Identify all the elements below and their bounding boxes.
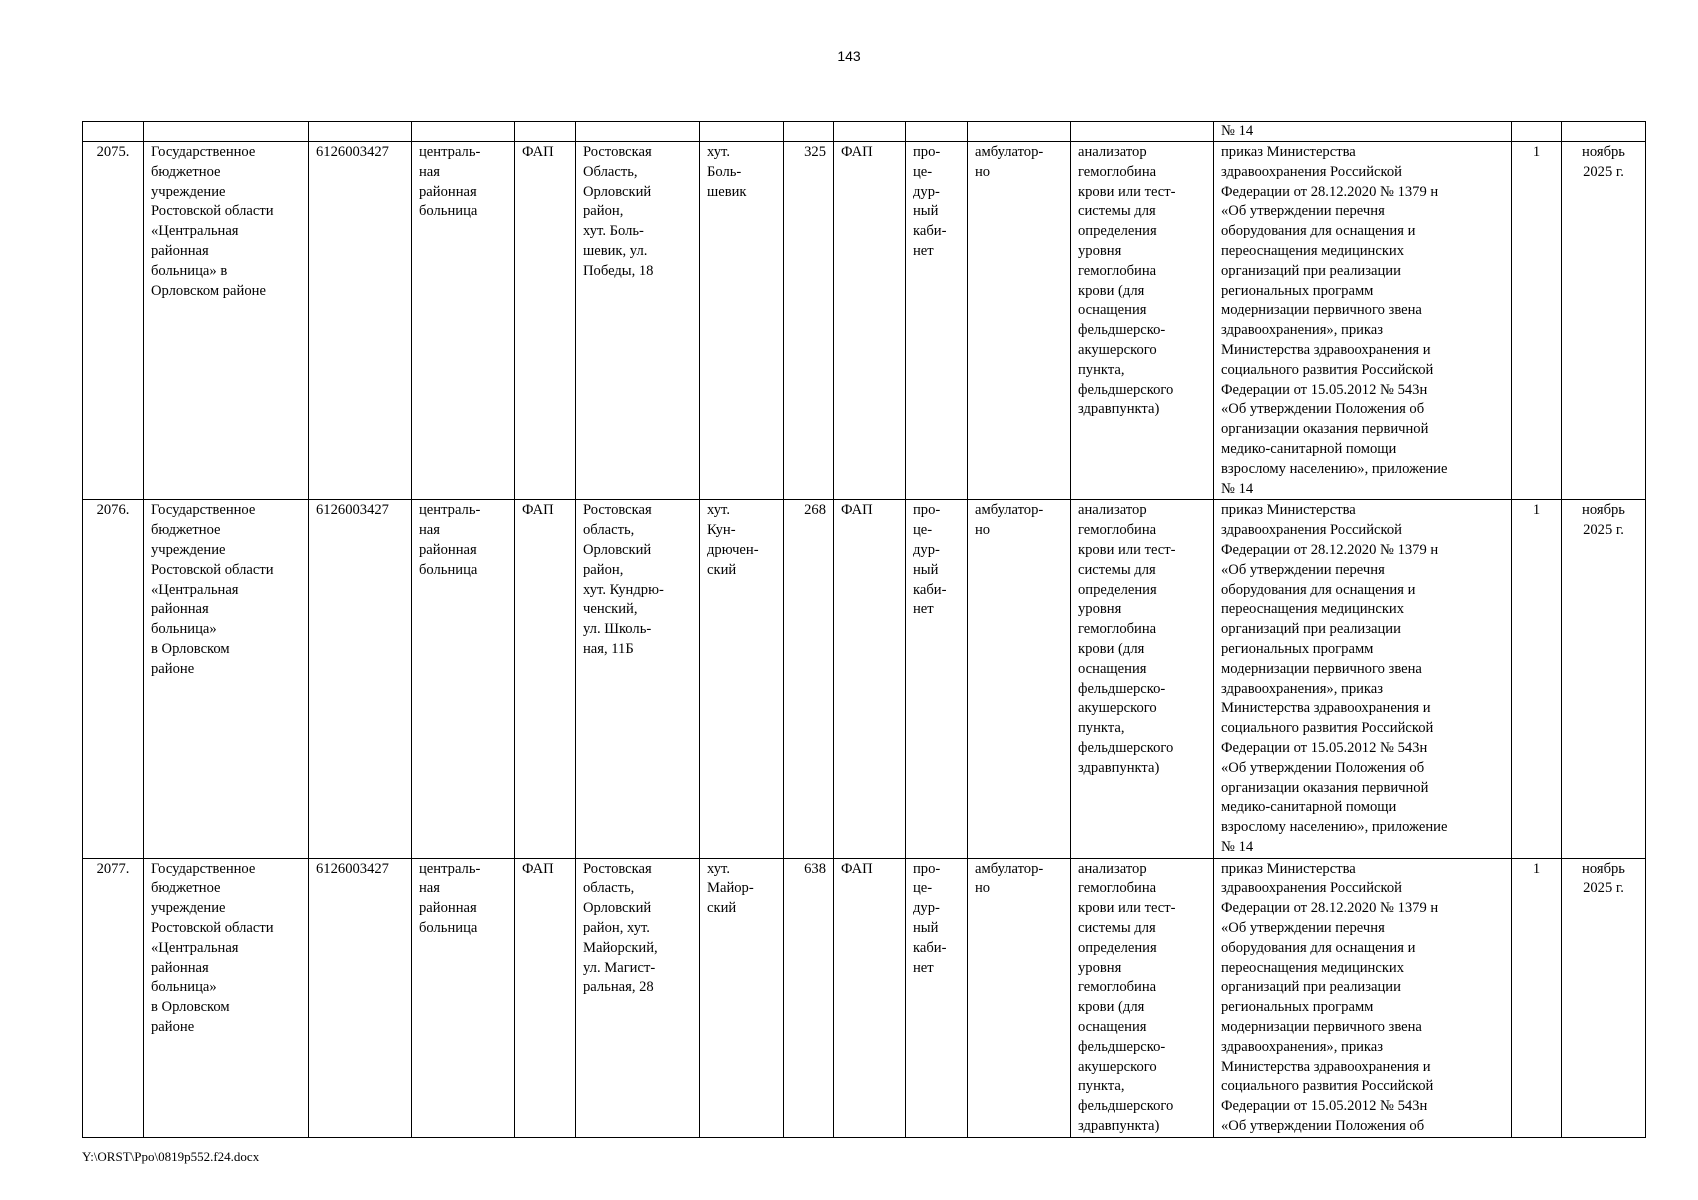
legal-basis-line: здравоохранения», приказ [1221,322,1384,339]
address-line: хут. Боль- [583,223,644,240]
room-line: ный [913,920,939,937]
legal-basis-line: взрослому населению», приложение [1221,460,1448,477]
legal-basis-line: Федерации от 15.05.2012 № 543н [1221,1098,1428,1115]
equipment-line: крови или тест- [1078,900,1176,917]
legal-basis-line: медико-санитарной помощи [1221,440,1397,457]
population: 638 [784,858,834,1137]
equipment-line: акушерского [1078,700,1157,717]
date [1562,500,1646,858]
organization-type-line: районная [419,541,477,558]
address-line: ул. Школь- [583,621,652,638]
organization-type-line: больница [419,920,478,937]
quantity: 1 [1512,142,1562,500]
settlement-line: Майор- [707,880,754,897]
equipment-line: пункта, [1078,1078,1125,1095]
legal-basis-line: № 14 [1221,838,1254,855]
address-line: ул. Магист- [583,959,656,976]
care-mode-line: но [975,880,991,897]
legal-basis-line: «Об утверждении перечня [1221,203,1385,220]
equipment-line: крови (для [1078,640,1145,657]
quantity: 1 [1512,858,1562,1137]
page-number: 143 [837,48,861,64]
quantity: 1 [1512,500,1562,858]
legal-basis-line: «Об утверждении перечня [1221,920,1385,937]
legal-basis-line: организаций при реализации [1221,979,1401,996]
address-line: шевик, ул. [583,242,648,259]
legal-basis-line: модернизации первичного звена [1221,660,1422,677]
room-line: нет [913,959,934,976]
equipment-line: анализатор [1078,502,1147,519]
organization-name-line: районная [151,959,209,976]
equipment-line: фельдшерско- [1078,680,1166,697]
legal-basis-line: здравоохранения Российской [1221,163,1402,180]
room [906,858,968,1137]
legal-basis-line: здравоохранения Российской [1221,522,1402,539]
date-line: ноябрь [1582,502,1625,519]
equipment-line: гемоглобина [1078,621,1157,638]
organization-name-line: больница» [151,621,217,638]
equipment-line: акушерского [1078,1058,1157,1075]
legal-basis-line: Федерации от 15.05.2012 № 543н [1221,381,1428,398]
organization-name-line: учреждение [151,900,226,917]
legal-basis-line: организации оказания первичной [1221,421,1429,438]
legal-basis-line: приказ Министерства [1221,860,1356,877]
equipment [1071,142,1214,500]
address-line: Орловский [583,541,652,558]
legal-basis-line: Федерации от 28.12.2020 № 1379 н [1221,183,1439,200]
settlement-line: Кун- [707,522,736,539]
legal-basis-line: социального развития Российской [1221,361,1434,378]
continuation-row [83,122,1646,142]
settlement-line: Боль- [707,163,742,180]
organization-name-line: бюджетное [151,880,221,897]
room-line: це- [913,522,933,539]
organization-type-line: ная [419,522,440,539]
population: 268 [784,500,834,858]
care-mode [968,858,1071,1137]
organization-type-line: ная [419,880,440,897]
organization-type [412,142,515,500]
legal-basis-line: Федерации от 28.12.2020 № 1379 н [1221,541,1439,558]
organization-name-line: районе [151,660,195,677]
address-line: Орловский [583,900,652,917]
legal-basis-line: переоснащения медицинских [1221,242,1405,259]
organization-type [412,858,515,1137]
equipment-line: гемоглобина [1078,880,1157,897]
equipment-line: пункта, [1078,361,1125,378]
organization-type-line: больница [419,561,478,578]
address-line: Орловский [583,183,652,200]
equipment-line: уровня [1078,242,1122,259]
legal-basis-line: оборудования для оснащения и [1221,581,1416,598]
equipment-line: фельдшерского [1078,739,1174,756]
room-line: про- [913,860,941,877]
room-line: про- [913,144,941,160]
legal-basis-line: организаций при реализации [1221,262,1401,279]
address [576,858,700,1137]
legal-basis-line: региональных программ [1221,640,1374,657]
legal-basis-line: «Об утверждении перечня [1221,561,1385,578]
unit-type: ФАП [515,858,576,1137]
room-line: це- [913,880,933,897]
organization-name-line: бюджетное [151,522,221,539]
equipment [1071,858,1214,1137]
unit-type-2: ФАП [834,142,906,500]
organization-name-line: «Центральная [151,581,239,598]
organization-name-line: Орловском районе [151,282,266,299]
room-line: каби- [913,581,947,598]
equipment-line: системы для [1078,561,1156,578]
equipment-line: здравпункта) [1078,1118,1160,1135]
population: 325 [784,142,834,500]
equipment [1071,500,1214,858]
legal-basis-line: оборудования для оснащения и [1221,939,1416,956]
care-mode-line: амбулатор- [975,144,1044,160]
equipment-line: акушерского [1078,341,1157,358]
room-line: каби- [913,939,947,956]
equipment-line: оснащения [1078,660,1147,677]
organization-type [412,500,515,858]
address-line: Ростовская [583,860,652,877]
room [906,142,968,500]
registry-table [82,121,1646,1138]
care-mode [968,500,1071,858]
organization-name-line: Ростовской области [151,203,274,220]
equipment-line: оснащения [1078,1019,1147,1036]
date [1562,858,1646,1137]
settlement-line: ский [707,900,737,917]
equipment-line: гемоглобина [1078,979,1157,996]
equipment-line: фельдшерско- [1078,1038,1166,1055]
organization-name-line: бюджетное [151,163,221,180]
settlement-line: ский [707,561,737,578]
equipment-line: крови или тест- [1078,541,1176,558]
room-line: дур- [913,541,940,558]
address-line: Победы, 18 [583,262,654,279]
legal-basis-line: здравоохранения», приказ [1221,680,1384,697]
unit-type-2: ФАП [834,500,906,858]
room-line: це- [913,163,933,180]
equipment-line: крови или тест- [1078,183,1176,200]
legal-basis-line: Министерства здравоохранения и [1221,341,1431,358]
organization-name [144,500,309,858]
date-line: 2025 г. [1583,163,1624,180]
equipment-line: крови (для [1078,282,1145,299]
legal-basis-line: переоснащения медицинских [1221,959,1405,976]
organization-name-line: «Центральная [151,939,239,956]
legal-basis [1214,142,1512,500]
care-mode-line: амбулатор- [975,502,1044,519]
address-line: область, [583,522,635,539]
care-mode-line: амбулатор- [975,860,1044,877]
legal-basis-line: организаций при реализации [1221,621,1401,638]
unit-type-2: ФАП [834,858,906,1137]
organization-name-line: Государственное [151,144,256,160]
organization-type-line: централь- [419,144,481,160]
legal-basis-line: здравоохранения», приказ [1221,1038,1384,1055]
equipment-line: уровня [1078,601,1122,618]
row-number: 2075. [83,142,144,500]
legal-basis-line: переоснащения медицинских [1221,601,1405,618]
address [576,142,700,500]
room [906,500,968,858]
equipment-line: системы для [1078,920,1156,937]
equipment-line: гемоглобина [1078,163,1157,180]
room-line: нет [913,242,934,259]
date-line: ноябрь [1582,860,1625,877]
care-mode [968,142,1071,500]
row-number: 2076. [83,500,144,858]
legal-basis-line: здравоохранения Российской [1221,880,1402,897]
organization-name [144,142,309,500]
equipment-line: оснащения [1078,302,1147,319]
legal-basis-line: модернизации первичного звена [1221,302,1422,319]
unit-type: ФАП [515,500,576,858]
room-line: про- [913,502,941,519]
organization-name-line: учреждение [151,183,226,200]
equipment-line: пункта, [1078,720,1125,737]
equipment-line: уровня [1078,959,1122,976]
organization-name-line: в Орловском [151,999,230,1016]
care-mode-line: но [975,522,991,539]
legal-basis-line: взрослому населению», приложение [1221,819,1448,836]
legal-basis-line: Министерства здравоохранения и [1221,1058,1431,1075]
equipment-line: гемоглобина [1078,262,1157,279]
equipment-line: здравпункта) [1078,401,1160,418]
care-mode-line: но [975,163,991,180]
legal-basis-line: социального развития Российской [1221,720,1434,737]
settlement [700,500,784,858]
date-line: 2025 г. [1583,522,1624,539]
equipment-line: здравпункта) [1078,759,1160,776]
equipment-line: фельдшерского [1078,381,1174,398]
legal-basis-line: «Об утверждении Положения об [1221,759,1425,776]
legal-basis-line: социального развития Российской [1221,1078,1434,1095]
table-row [83,858,1646,1137]
equipment-line: определения [1078,581,1157,598]
organization-type-line: централь- [419,502,481,519]
equipment-line: анализатор [1078,144,1147,160]
room-line: ный [913,203,939,220]
settlement-line: хут. [707,144,730,160]
legal-basis-line: № 14 [1221,480,1254,497]
legal-basis-line: «Об утверждении Положения об [1221,1118,1425,1135]
equipment-line: определения [1078,223,1157,240]
legal-basis-line: Министерства здравоохранения и [1221,700,1431,717]
address-line: район, хут. [583,920,650,937]
address-line: ная, 11Б [583,640,634,657]
organization-name-line: районная [151,601,209,618]
row-number: 2077. [83,858,144,1137]
legal-basis-line: Федерации от 15.05.2012 № 543н [1221,739,1428,756]
legal-basis-line: региональных программ [1221,282,1374,299]
organization-name [144,858,309,1137]
address-line: район, [583,203,624,220]
legal-basis-line: региональных программ [1221,999,1374,1016]
room-line: дур- [913,900,940,917]
table-row [83,500,1646,858]
equipment-line: определения [1078,939,1157,956]
inn: 6126003427 [309,858,412,1137]
footer-file-path: Y:\ORST\Ppo\0819p552.f24.docx [82,1149,260,1164]
equipment-line: анализатор [1078,860,1147,877]
organization-name-line: районе [151,1019,195,1036]
organization-name-line: больница» [151,979,217,996]
organization-name-line: в Орловском [151,640,230,657]
organization-name-line: больница» в [151,262,228,279]
address-line: область, [583,880,635,897]
date-line: 2025 г. [1583,880,1624,897]
settlement-line: хут. [707,502,730,519]
equipment-line: системы для [1078,203,1156,220]
organization-name-line: Государственное [151,502,256,519]
equipment-line: фельдшерского [1078,1098,1174,1115]
settlement-line: шевик [707,183,747,200]
legal-basis [1214,858,1512,1137]
legal-basis-line: модернизации первичного звена [1221,1019,1422,1036]
address [576,500,700,858]
table-row [83,142,1646,500]
equipment-line: крови (для [1078,999,1145,1016]
organization-type-line: больница [419,203,478,220]
address-line: Область, [583,163,638,180]
address-line: ченский, [583,601,638,618]
organization-name-line: Ростовской области [151,920,274,937]
settlement-line: дрючен- [707,541,759,558]
organization-type-line: ная [419,163,440,180]
legal-basis [1214,500,1512,858]
legal-basis-line: приказ Министерства [1221,144,1356,160]
legal-basis-line: «Об утверждении Положения об [1221,401,1425,418]
organization-name-line: Государственное [151,860,256,877]
organization-type-line: районная [419,183,477,200]
legal-basis-tail: № 14 [1214,122,1512,142]
organization-name-line: учреждение [151,541,226,558]
date [1562,142,1646,500]
settlement [700,142,784,500]
legal-basis-line: организации оказания первичной [1221,779,1429,796]
address-line: район, [583,561,624,578]
settlement-line: хут. [707,860,730,877]
room-line: ный [913,561,939,578]
equipment-line: гемоглобина [1078,522,1157,539]
room-line: дур- [913,183,940,200]
organization-name-line: Ростовской области [151,561,274,578]
inn: 6126003427 [309,500,412,858]
organization-type-line: централь- [419,860,481,877]
address-line: Ростовская [583,144,652,160]
settlement [700,858,784,1137]
address-line: Майорский, [583,939,658,956]
legal-basis-line: оборудования для оснащения и [1221,223,1416,240]
inn: 6126003427 [309,142,412,500]
date-line: ноябрь [1582,144,1625,160]
organization-name-line: «Центральная [151,223,239,240]
address-line: хут. Кундрю- [583,581,664,598]
address-line: Ростовская [583,502,652,519]
legal-basis-line: Федерации от 28.12.2020 № 1379 н [1221,900,1439,917]
organization-name-line: районная [151,242,209,259]
equipment-line: фельдшерско- [1078,322,1166,339]
legal-basis-line: приказ Министерства [1221,502,1356,519]
legal-basis-line: медико-санитарной помощи [1221,799,1397,816]
room-line: каби- [913,223,947,240]
room-line: нет [913,601,934,618]
unit-type: ФАП [515,142,576,500]
organization-type-line: районная [419,900,477,917]
address-line: ральная, 28 [583,979,654,996]
